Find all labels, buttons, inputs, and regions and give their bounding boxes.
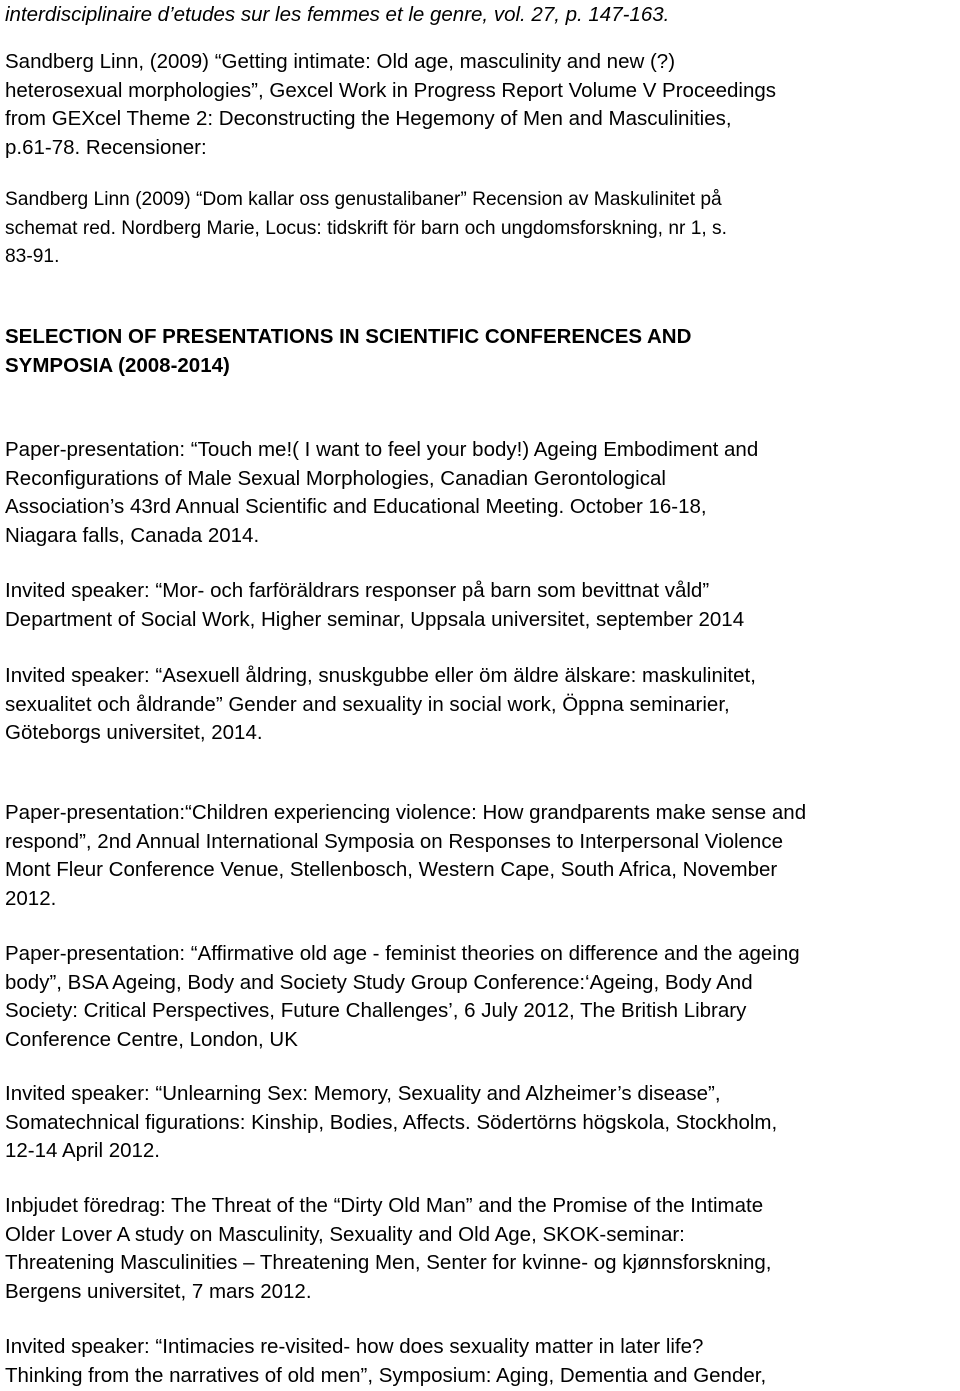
- presentation-dirty-old-man: [5, 1192, 955, 1306]
- text-line: Thinking from the narratives of old men”, Symposium: Aging, Dementia and Gender,: [5, 1363, 767, 1387]
- text-line: schemat red. Nordberg Marie, Locus: tidskrift för barn och ungdomsforskning, nr 1, s.: [5, 217, 727, 239]
- text-line: respond”, 2nd Annual International Symposia on Responses to Interpersonal Violence: [5, 829, 783, 853]
- text-line: Paper-presentation: “Touch me!( I want to feel your body!) Ageing Embodiment and: [5, 438, 759, 461]
- presentation-touch-me: [5, 436, 955, 550]
- text-line: Invited speaker: “Intimacies re-visited- how does sexuality matter in later life?: [5, 1335, 704, 1358]
- text-line: body”, BSA Ageing, Body and Society Study Group Conference:‘Ageing, Body And: [5, 970, 753, 994]
- text-line: sexualitet och åldrande” Gender and sexuality in social work, Öppna seminarier,: [5, 692, 730, 716]
- text-line: Conference Centre, London, UK: [5, 1027, 298, 1051]
- presentation-mor-och-farforaldrars: [5, 577, 955, 634]
- text-line: Society: Critical Perspectives, Future Challenges’, 6 July 2012, The British Library: [5, 999, 747, 1023]
- text-line: 12-14 April 2012.: [5, 1139, 161, 1163]
- text-line: Older Lover A study on Masculinity, Sexuality and Old Age, SKOK-seminar:: [5, 1222, 685, 1246]
- reference-continuation: [5, 1, 955, 30]
- presentation-unlearning-sex: [5, 1080, 955, 1166]
- text-line: Göteborgs universitet, 2014.: [5, 721, 263, 745]
- text-line: Threatening Masculinities – Threatening Men, Senter for kvinne- og kjønnsforskning,: [5, 1251, 772, 1275]
- text-line: Mont Fleur Conference Venue, Stellenbosch, Western Cape, South Africa, November: [5, 858, 778, 882]
- text-line: 83-91.: [5, 246, 60, 268]
- heading-line: SYMPOSIA (2008-2014): [5, 353, 230, 377]
- text-line: Sandberg Linn (2009) “Dom kallar oss genustalibaner” Recension av Maskulinitet på: [5, 189, 722, 210]
- text-line: Reconfigurations of Male Sexual Morphologies, Canadian Gerontological: [5, 466, 666, 490]
- text-line: Invited speaker: “Asexuell åldring, snuskgubbe eller öm äldre älskare: maskulinitet,: [5, 664, 756, 687]
- text-line: Inbjudet föredrag: The Threat of the “Dirty Old Man” and the Promise of the Intimate: [5, 1194, 764, 1217]
- text-line: from GEXcel Theme 2: Deconstructing the Hegemony of Men and Masculinities,: [5, 107, 732, 131]
- text-line: Niagara falls, Canada 2014.: [5, 523, 260, 547]
- text-line: p.61-78. Recensioner:: [5, 135, 207, 159]
- section-heading: [5, 323, 955, 380]
- presentation-asexuell-aldring: [5, 662, 955, 748]
- text-line: Paper-presentation:“Children experiencing violence: How grandparents make sense and: [5, 801, 807, 824]
- text-line: 2012.: [5, 886, 57, 910]
- text-line: Sandberg Linn, (2009) “Getting intimate: Old age, masculinity and new (?): [5, 50, 676, 73]
- text-line: Department of Social Work, Higher seminar, Uppsala universitet, september 2014: [5, 607, 745, 631]
- text-line: Invited speaker: “Unlearning Sex: Memory, Sexuality and Alzheimer’s disease”,: [5, 1082, 721, 1105]
- presentation-affirmative-old-age: [5, 940, 955, 1054]
- text-line: Paper-presentation: “Affirmative old age - feminist theories on difference and the ageing: [5, 942, 800, 965]
- text-line: heterosexual morphologies”, Gexcel Work in Progress Report Volume V Proceedings: [5, 78, 777, 102]
- text-line: Association’s 43rd Annual Scientific and Educational Meeting. October 16-18,: [5, 495, 707, 519]
- presentation-children-violence: [5, 799, 955, 913]
- text-line: Invited speaker: “Mor- och farföräldrars responser på barn som bevittnat våld”: [5, 579, 710, 602]
- text-line: Somatechnical figurations: Kinship, Bodies, Affects. Södertörns högskola, Stockholm,: [5, 1110, 778, 1134]
- review-dom-kallar: [5, 186, 955, 272]
- presentation-intimacies-revisited: [5, 1333, 955, 1390]
- text-line: Bergens universitet, 7 mars 2012.: [5, 1279, 312, 1303]
- text-line: interdisciplinaire d’etudes sur les femmes et le genre, vol. 27, p. 147-163.: [5, 3, 670, 26]
- reference-getting-intimate: [5, 48, 955, 162]
- heading-line: SELECTION OF PRESENTATIONS IN SCIENTIFIC CONFERENCES AND: [5, 325, 692, 348]
